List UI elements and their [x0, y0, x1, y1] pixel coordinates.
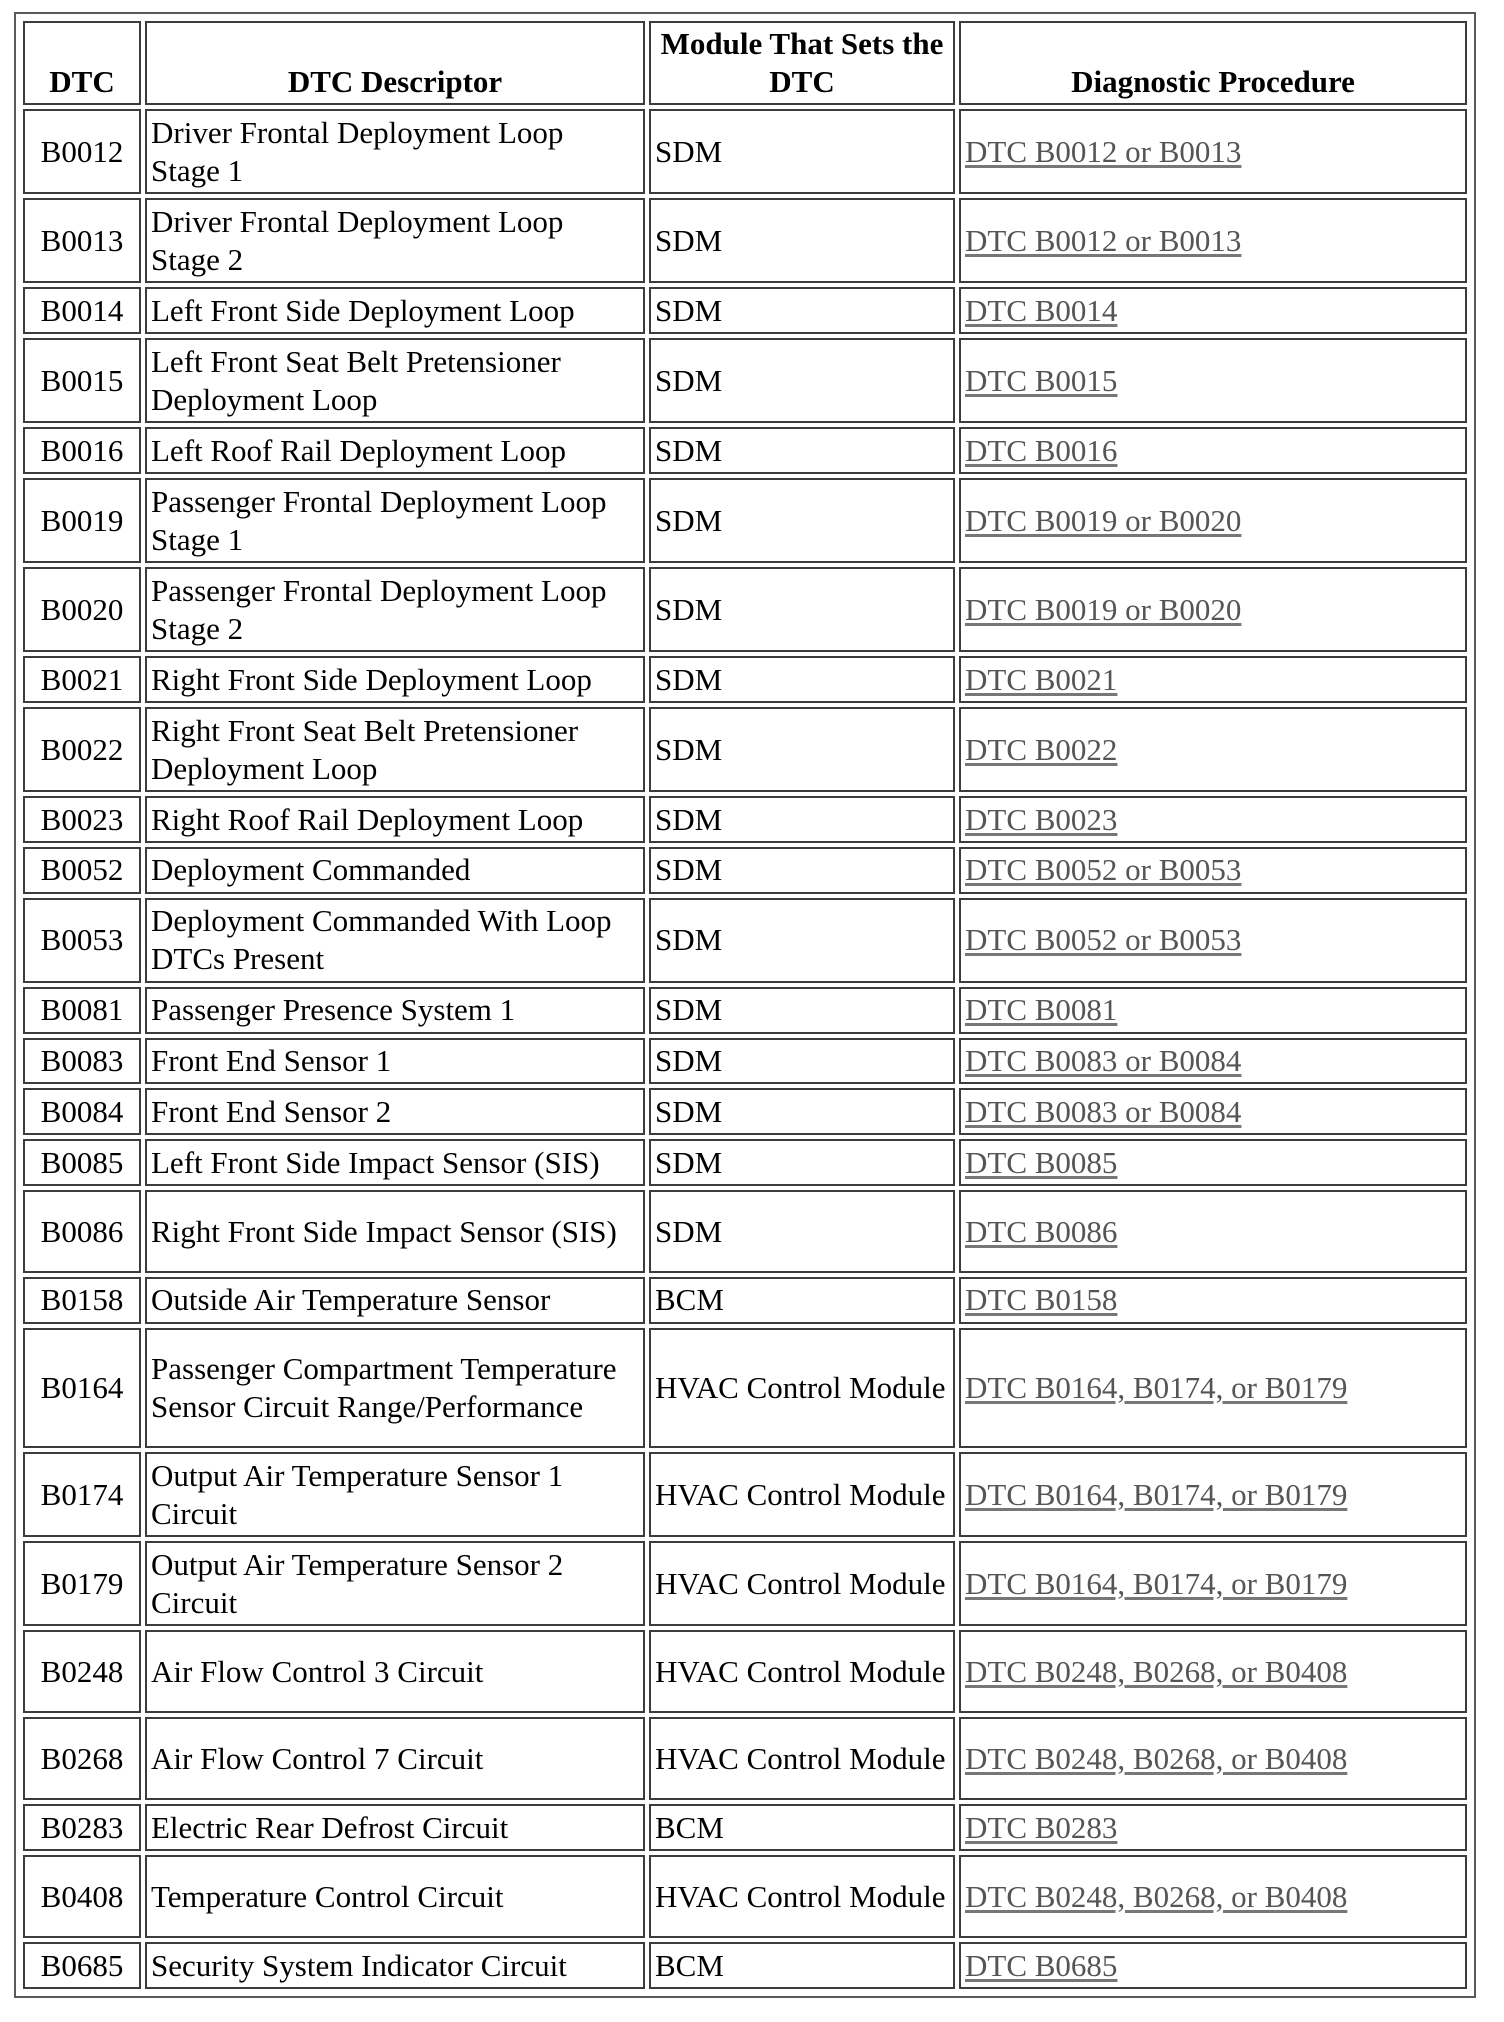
cell-procedure [959, 1717, 1467, 1800]
cell-procedure [959, 1139, 1467, 1186]
cell-descriptor: Air Flow Control 3 Circuit [145, 1630, 645, 1713]
cell-procedure [959, 427, 1467, 474]
table-row [23, 796, 1467, 843]
procedure-link[interactable]: DTC B0085 [965, 1144, 1118, 1180]
cell-procedure [959, 338, 1467, 423]
cell-dtc: B0085 [23, 1139, 141, 1186]
table-row [23, 1855, 1467, 1938]
header-descriptor: DTC Descriptor [145, 21, 645, 105]
cell-descriptor: Driver Frontal Deployment Loop Stage 2 [145, 198, 645, 283]
cell-procedure [959, 1942, 1467, 1989]
cell-procedure [959, 1804, 1467, 1851]
cell-module: SDM [649, 1139, 955, 1186]
procedure-link[interactable]: DTC B0016 [965, 432, 1118, 468]
cell-module: HVAC Control Module [649, 1452, 955, 1537]
cell-dtc: B0081 [23, 987, 141, 1034]
procedure-link[interactable]: DTC B0248, B0268, or B0408 [965, 1878, 1348, 1914]
cell-dtc: B0023 [23, 796, 141, 843]
cell-descriptor: Right Front Seat Belt Pretensioner Deployment Loop [145, 707, 645, 792]
cell-descriptor: Right Front Side Impact Sensor (SIS) [145, 1190, 645, 1273]
procedure-link[interactable]: DTC B0164, B0174, or B0179 [965, 1476, 1348, 1512]
cell-descriptor: Passenger Frontal Deployment Loop Stage 2 [145, 567, 645, 652]
cell-procedure [959, 847, 1467, 894]
cell-module: SDM [649, 198, 955, 283]
cell-descriptor: Front End Sensor 1 [145, 1038, 645, 1085]
cell-descriptor: Left Roof Rail Deployment Loop [145, 427, 645, 474]
table-row [23, 1038, 1467, 1085]
table-row [23, 1139, 1467, 1186]
table-row [23, 1190, 1467, 1273]
cell-procedure [959, 1277, 1467, 1324]
procedure-link[interactable]: DTC B0248, B0268, or B0408 [965, 1740, 1348, 1776]
cell-procedure [959, 1190, 1467, 1273]
table-row [23, 1452, 1467, 1537]
cell-dtc: B0020 [23, 567, 141, 652]
procedure-link[interactable]: DTC B0012 or B0013 [965, 222, 1242, 258]
table-row [23, 427, 1467, 474]
header-dtc: DTC [23, 21, 141, 105]
cell-descriptor: Passenger Compartment Temperature Sensor Circuit Range/Performance [145, 1328, 645, 1448]
cell-descriptor: Passenger Frontal Deployment Loop Stage 1 [145, 478, 645, 563]
cell-descriptor: Left Front Side Impact Sensor (SIS) [145, 1139, 645, 1186]
cell-procedure [959, 1452, 1467, 1537]
cell-descriptor: Deployment Commanded [145, 847, 645, 894]
table-row [23, 338, 1467, 423]
cell-module: SDM [649, 987, 955, 1034]
table-row [23, 1088, 1467, 1135]
cell-module: BCM [649, 1277, 955, 1324]
table-row [23, 847, 1467, 894]
cell-module: BCM [649, 1804, 955, 1851]
cell-dtc: B0014 [23, 287, 141, 334]
procedure-link[interactable]: DTC B0052 or B0053 [965, 852, 1242, 888]
procedure-link[interactable]: DTC B0019 or B0020 [965, 591, 1242, 627]
cell-module: SDM [649, 478, 955, 563]
cell-dtc: B0158 [23, 1277, 141, 1324]
table-row [23, 898, 1467, 983]
cell-procedure [959, 656, 1467, 703]
dtc-table-frame [14, 12, 1476, 1998]
cell-dtc: B0021 [23, 656, 141, 703]
cell-module: SDM [649, 707, 955, 792]
cell-dtc: B0086 [23, 1190, 141, 1273]
cell-procedure [959, 1088, 1467, 1135]
cell-dtc: B0016 [23, 427, 141, 474]
cell-dtc: B0053 [23, 898, 141, 983]
table-row [23, 567, 1467, 652]
header-row [23, 21, 1467, 105]
table-row [23, 287, 1467, 334]
table-row [23, 987, 1467, 1034]
cell-module: HVAC Control Module [649, 1630, 955, 1713]
cell-procedure [959, 1541, 1467, 1626]
procedure-link[interactable]: DTC B0023 [965, 801, 1118, 837]
cell-dtc: B0019 [23, 478, 141, 563]
procedure-link[interactable]: DTC B0164, B0174, or B0179 [965, 1565, 1348, 1601]
procedure-link[interactable]: DTC B0283 [965, 1809, 1118, 1845]
table-row [23, 1328, 1467, 1448]
cell-procedure [959, 567, 1467, 652]
procedure-link[interactable]: DTC B0086 [965, 1213, 1118, 1249]
header-module: Module That Sets the DTC [649, 21, 955, 105]
cell-dtc: B0685 [23, 1942, 141, 1989]
procedure-link[interactable]: DTC B0022 [965, 731, 1118, 767]
table-row [23, 1277, 1467, 1324]
cell-dtc: B0013 [23, 198, 141, 283]
cell-descriptor: Right Roof Rail Deployment Loop [145, 796, 645, 843]
table-row [23, 656, 1467, 703]
cell-module: SDM [649, 338, 955, 423]
cell-module: SDM [649, 287, 955, 334]
table-row [23, 1717, 1467, 1800]
dtc-table [19, 17, 1471, 1993]
procedure-link[interactable]: DTC B0021 [965, 661, 1118, 697]
procedure-link[interactable]: DTC B0015 [965, 362, 1118, 398]
cell-dtc: B0174 [23, 1452, 141, 1537]
cell-descriptor: Air Flow Control 7 Circuit [145, 1717, 645, 1800]
procedure-link[interactable]: DTC B0083 or B0084 [965, 1093, 1242, 1129]
cell-descriptor: Outside Air Temperature Sensor [145, 1277, 645, 1324]
cell-dtc: B0083 [23, 1038, 141, 1085]
procedure-link[interactable]: DTC B0081 [965, 992, 1118, 1028]
cell-dtc: B0084 [23, 1088, 141, 1135]
table-row [23, 198, 1467, 283]
cell-descriptor: Left Front Side Deployment Loop [145, 287, 645, 334]
cell-dtc: B0052 [23, 847, 141, 894]
procedure-link[interactable]: DTC B0685 [965, 1947, 1118, 1983]
cell-descriptor: Driver Frontal Deployment Loop Stage 1 [145, 109, 645, 194]
cell-module: SDM [649, 567, 955, 652]
cell-dtc: B0268 [23, 1717, 141, 1800]
procedure-link[interactable]: DTC B0019 or B0020 [965, 502, 1242, 538]
cell-module: HVAC Control Module [649, 1717, 955, 1800]
cell-module: SDM [649, 847, 955, 894]
procedure-link[interactable]: DTC B0014 [965, 292, 1118, 328]
table-body [23, 109, 1467, 1989]
header-procedure: Diagnostic Procedure [959, 21, 1467, 105]
cell-descriptor: Passenger Presence System 1 [145, 987, 645, 1034]
cell-procedure [959, 1328, 1467, 1448]
cell-module: SDM [649, 898, 955, 983]
cell-procedure [959, 198, 1467, 283]
cell-descriptor: Output Air Temperature Sensor 2 Circuit [145, 1541, 645, 1626]
cell-descriptor: Output Air Temperature Sensor 1 Circuit [145, 1452, 645, 1537]
cell-procedure [959, 707, 1467, 792]
cell-dtc: B0012 [23, 109, 141, 194]
procedure-link[interactable]: DTC B0012 or B0013 [965, 133, 1242, 169]
cell-descriptor: Security System Indicator Circuit [145, 1942, 645, 1989]
procedure-link[interactable]: DTC B0248, B0268, or B0408 [965, 1653, 1348, 1689]
procedure-link[interactable]: DTC B0083 or B0084 [965, 1043, 1242, 1079]
cell-procedure [959, 109, 1467, 194]
cell-module: SDM [649, 109, 955, 194]
cell-dtc: B0248 [23, 1630, 141, 1713]
cell-dtc: B0022 [23, 707, 141, 792]
cell-module: BCM [649, 1942, 955, 1989]
cell-descriptor: Left Front Seat Belt Pretensioner Deployment Loop [145, 338, 645, 423]
cell-dtc: B0283 [23, 1804, 141, 1851]
table-row [23, 478, 1467, 563]
cell-descriptor: Electric Rear Defrost Circuit [145, 1804, 645, 1851]
cell-procedure [959, 478, 1467, 563]
cell-module: HVAC Control Module [649, 1541, 955, 1626]
cell-procedure [959, 898, 1467, 983]
table-row [23, 1942, 1467, 1989]
cell-procedure [959, 1630, 1467, 1713]
cell-descriptor: Deployment Commanded With Loop DTCs Present [145, 898, 645, 983]
table-row [23, 707, 1467, 792]
cell-procedure [959, 796, 1467, 843]
cell-dtc: B0179 [23, 1541, 141, 1626]
cell-procedure [959, 287, 1467, 334]
table-row [23, 1541, 1467, 1626]
cell-descriptor: Temperature Control Circuit [145, 1855, 645, 1938]
cell-module: SDM [649, 1088, 955, 1135]
cell-module: SDM [649, 1038, 955, 1085]
cell-module: SDM [649, 1190, 955, 1273]
cell-procedure [959, 1855, 1467, 1938]
cell-descriptor: Right Front Side Deployment Loop [145, 656, 645, 703]
cell-dtc: B0164 [23, 1328, 141, 1448]
procedure-link[interactable]: DTC B0164, B0174, or B0179 [965, 1369, 1348, 1405]
table-row [23, 109, 1467, 194]
table-row [23, 1630, 1467, 1713]
cell-module: SDM [649, 427, 955, 474]
table-row [23, 1804, 1467, 1851]
cell-dtc: B0408 [23, 1855, 141, 1938]
cell-module: SDM [649, 656, 955, 703]
cell-module: HVAC Control Module [649, 1328, 955, 1448]
cell-module: HVAC Control Module [649, 1855, 955, 1938]
cell-procedure [959, 1038, 1467, 1085]
cell-module: SDM [649, 796, 955, 843]
procedure-link[interactable]: DTC B0052 or B0053 [965, 922, 1242, 958]
cell-descriptor: Front End Sensor 2 [145, 1088, 645, 1135]
procedure-link[interactable]: DTC B0158 [965, 1282, 1118, 1318]
cell-procedure [959, 987, 1467, 1034]
cell-dtc: B0015 [23, 338, 141, 423]
